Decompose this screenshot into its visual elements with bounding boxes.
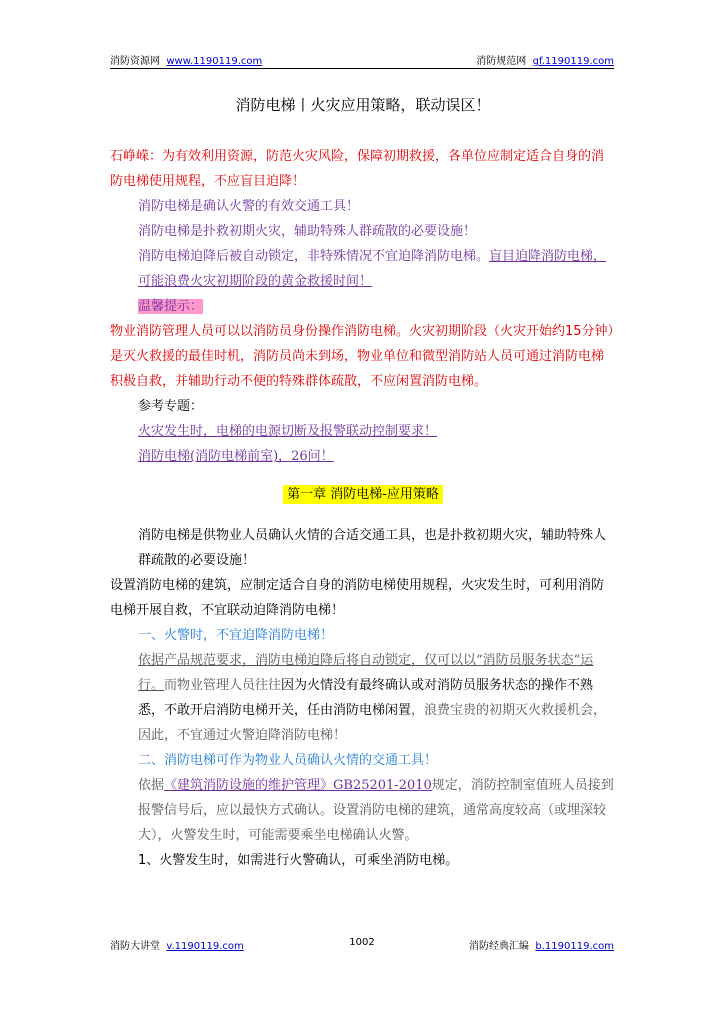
tip-label-row: [110, 294, 616, 319]
chapter-heading: [110, 483, 616, 507]
intro-point-3: [110, 244, 616, 294]
footer-left-link[interactable]: v.1190119.com: [166, 941, 244, 952]
tip-body: 物业消防管理人员可以以消防员身份操作消防电梯。火灾初期阶段（火灾开始约15分钟）是灭火救援的最佳时机，消防员尚未到场，物业单位和微型消防站人员可通过消防电梯积极自救，并辅助行动不便的特殊群体疏散，不应闲置消防电梯。: [110, 324, 615, 389]
header-right-link[interactable]: gf.1190119.com: [532, 56, 614, 67]
ref-item-1-row: [110, 419, 616, 444]
refs-label: 参考专题：: [138, 399, 204, 414]
intro-point-1: 消防电梯是确认火警的有效交通工具！: [138, 199, 360, 214]
document-body: [110, 92, 616, 873]
intro-point-3-text: 消防电梯迫降后被自动锁定，非特殊情况不宜迫降消防电梯。: [138, 249, 490, 264]
section-2-post: 规定，消防控制室值班人员接到报警信号后，应以最快方式确认。设置消防电梯的建筑，通常高度较高（或埋深较大），火警发生时，可能需要乘坐电梯确认火警。: [138, 778, 614, 843]
section-2-heading: 二、消防电梯可作为物业人员确认火情的交通工具！: [138, 753, 438, 768]
intro-point-2: 消防电梯是扑救初期火灾，辅助特殊人群疏散的必要设施！: [138, 224, 477, 239]
intro-lead: 石峥嵘：为有效利用资源，防范火灾风险，保障初期救援，各单位应制定适合自身的消防电梯使用规程，不应盲目迫降！: [110, 149, 605, 189]
ref-item-1-link[interactable]: 火灾发生时，电梯的电源切断及报警联动控制要求！: [138, 424, 438, 439]
section-2-standard-link[interactable]: 《建筑消防设施的维护管理》GB25201-2010: [164, 778, 432, 793]
header-right: [476, 52, 614, 67]
page-header: [110, 52, 614, 69]
section-1-body: [110, 648, 616, 748]
footer-left-label: 消防大讲堂: [110, 941, 160, 952]
page-number: 1002: [349, 937, 375, 948]
footer-right-link[interactable]: b.1190119.com: [535, 941, 614, 952]
chapter-para-1: 消防电梯是供物业人员确认火情的合适交通工具，也是扑救初期火灾，辅助特殊人群疏散的必要设施！: [138, 528, 607, 568]
tip-label: 温馨提示：: [138, 299, 204, 314]
ref-item-2-row: [110, 444, 616, 469]
section-1-heading: 一、火警时，不宜迫降消防电梯！: [138, 628, 334, 643]
intro-point-3-link[interactable]: 盲目迫降消防电梯，可能浪费火灾初期阶段的黄金救援时间！: [138, 249, 607, 289]
section-1-underlined: 依据产品规范要求，消防电梯迫降后将自动锁定，仅可以以“消防员服务状态”运行。: [138, 653, 594, 693]
section-1-part-a: 而物业管理人员往往: [164, 678, 282, 693]
section-1-part-c: ，浪费宝贵的初期灭火救援机会，因此，不宜通过火警迫降消防电梯！: [138, 703, 607, 743]
chapter-title: 第一章 消防电梯-应用策略: [283, 485, 443, 504]
section-2-pre: 依据: [138, 778, 165, 793]
footer-right: [469, 937, 614, 952]
item-1: 1、火警发生时，如需进行火警确认，可乘坐消防电梯。: [138, 853, 459, 868]
section-1-part-b: 因为火情没有最终确认或对消防员服务状态的操作不熟悉，不敢开启消防电梯开关，任由消防电梯闲置: [138, 678, 594, 718]
ref-item-2-link[interactable]: 消防电梯(消防电梯前室)，26问！: [138, 449, 334, 464]
footer-right-label: 消防经典汇编: [469, 941, 530, 952]
header-left: [110, 52, 262, 67]
header-left-link[interactable]: www.1190119.com: [166, 56, 263, 67]
header-left-label: 消防资源网: [110, 56, 160, 67]
section-2-body: [110, 773, 616, 848]
header-right-label: 消防规范网: [476, 56, 527, 67]
chapter-para-2: 设置消防电梯的建筑，应制定适合自身的消防电梯使用规程，火灾发生时，可利用消防电梯开展自救，不宜联动迫降消防电梯！: [110, 578, 605, 618]
page-footer: [110, 937, 614, 953]
page-title: 消防电梯丨火灾应用策略，联动误区！: [235, 96, 491, 114]
